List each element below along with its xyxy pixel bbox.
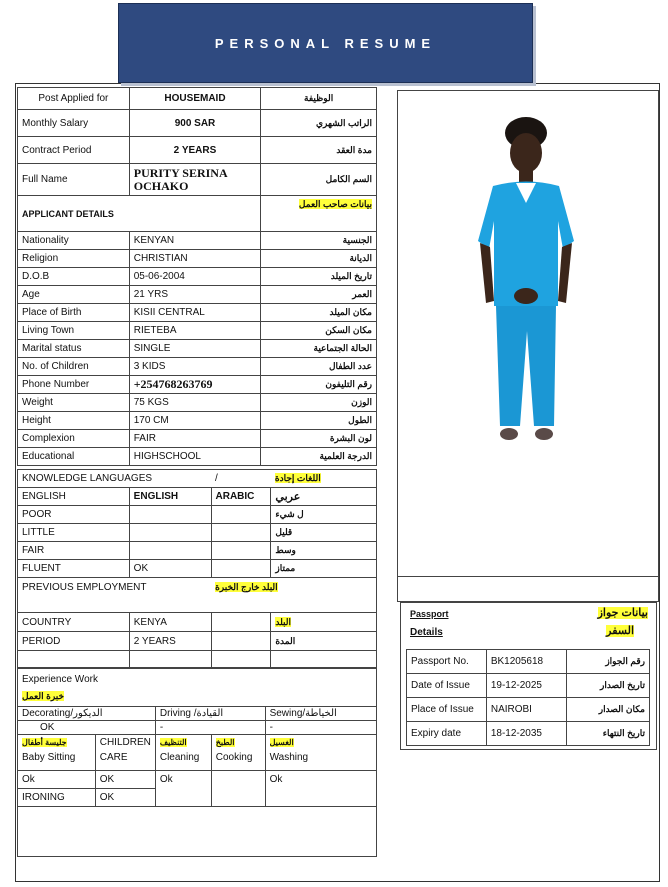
detail-value: 75 KGS — [129, 394, 261, 412]
skills1-labels — [18, 707, 377, 721]
detail-row — [18, 394, 377, 412]
detail-value: FAIR — [129, 430, 261, 448]
detail-label-ar: الدرجة العلمية — [261, 448, 377, 466]
row-salary — [18, 110, 377, 137]
passport-label-ar-2: السفر — [606, 625, 634, 637]
skill-cleaning-value: Ok — [155, 771, 211, 807]
passport-field-value: 19-12-2025 — [486, 674, 566, 698]
fullname-label-ar: السم الكامل — [261, 164, 377, 196]
passport-field-label-ar: تاريخ الصدار — [566, 674, 650, 698]
post-label: Post Applied for — [18, 88, 130, 110]
detail-row — [18, 232, 377, 250]
detail-label: Nationality — [18, 232, 130, 250]
detail-row — [18, 376, 377, 394]
passport-field-label: Passport No. — [407, 650, 487, 674]
row-applicant — [18, 196, 377, 232]
exp-header — [18, 669, 377, 707]
detail-value: +254768263769 — [129, 376, 261, 394]
passport-field-label: Expiry date — [407, 722, 487, 746]
ironing-label: IRONING — [18, 789, 96, 807]
period-label: PERIOD — [18, 632, 130, 651]
passport-field-value: BK1205618 — [486, 650, 566, 674]
lang-col-1: ENGLISH — [18, 488, 130, 506]
language-english-value — [129, 506, 211, 524]
post-value: HOUSEMAID — [129, 88, 261, 110]
detail-label-ar: تاريخ الميلد — [261, 268, 377, 286]
photo-caption-box — [397, 575, 659, 602]
detail-label-ar: الحالة الجتماعية — [261, 340, 377, 358]
skills2-labels — [18, 735, 377, 771]
detail-label: Living Town — [18, 322, 130, 340]
passport-row — [407, 674, 650, 698]
language-level: LITTLE — [18, 524, 130, 542]
detail-label-ar: عدد الطفال — [261, 358, 377, 376]
page-title: PERSONAL RESUME — [214, 35, 437, 51]
language-english-value — [129, 524, 211, 542]
candidate-photo — [398, 91, 658, 576]
row-country — [18, 613, 377, 632]
language-row — [18, 542, 377, 560]
detail-value: SINGLE — [129, 340, 261, 358]
row-period — [18, 632, 377, 651]
skill-childcare-label: CHILDREN CARE — [95, 735, 155, 771]
skill-childcare-value: OK — [95, 771, 155, 789]
passport-field-value: 18-12-2035 — [486, 722, 566, 746]
period-value: 2 YEARS — [129, 632, 211, 651]
detail-label: Place of Birth — [18, 304, 130, 322]
photo-box — [397, 90, 659, 577]
skill-babysitting-label: Baby Sitting — [22, 752, 76, 763]
language-level-ar: وسط — [271, 542, 377, 560]
skill-washing-label-ar: الغسيل — [269, 738, 294, 747]
detail-row — [18, 358, 377, 376]
contract-label-ar: مدة العقد — [261, 137, 377, 164]
passport-field-label-ar: مكان الصدار — [566, 698, 650, 722]
experience-table — [17, 668, 377, 857]
detail-row — [18, 250, 377, 268]
detail-value: CHRISTIAN — [129, 250, 261, 268]
salary-label-ar: الراتب الشهري — [261, 110, 377, 137]
detail-value: HIGHSCHOOL — [129, 448, 261, 466]
lang-col-4: عربي — [271, 488, 377, 506]
language-row — [18, 524, 377, 542]
detail-label: Weight — [18, 394, 130, 412]
language-arabic-value — [211, 542, 271, 560]
languages-label-ar: اللغات إجادة — [274, 473, 321, 483]
passport-box — [400, 602, 657, 750]
prev-label: PREVIOUS EMPLOYMENT — [18, 578, 212, 613]
contract-value: 2 YEARS — [129, 137, 261, 164]
passport-field-label: Date of Issue — [407, 674, 487, 698]
country-value: KENYA — [129, 613, 211, 632]
languages-sep: / — [215, 473, 218, 484]
skill-sewing-value: - — [265, 721, 376, 735]
fullname-value: PURITY SERINA OCHAKO — [129, 164, 261, 196]
previous-employment-table — [17, 577, 377, 668]
skill-washing-label: Washing — [269, 752, 309, 763]
applicant-label: APPLICANT DETAILS — [18, 196, 261, 232]
row-blank — [18, 807, 377, 857]
detail-row — [18, 340, 377, 358]
detail-label: Height — [18, 412, 130, 430]
prev-label-ar: البلد خارج الخبرة — [215, 582, 278, 592]
details-table — [17, 231, 377, 466]
skills1-values — [18, 721, 377, 735]
skills2-values — [18, 771, 377, 789]
skill-babysitting-value: Ok — [18, 771, 96, 789]
detail-label-ar: مكان الميلد — [261, 304, 377, 322]
language-level: POOR — [18, 506, 130, 524]
detail-label-ar: الديانة — [261, 250, 377, 268]
row-post — [18, 88, 377, 110]
detail-value: 3 KIDS — [129, 358, 261, 376]
detail-value: 21 YRS — [129, 286, 261, 304]
lang-col-2: ENGLISH — [129, 488, 211, 506]
detail-label-ar: لون البشرة — [261, 430, 377, 448]
salary-label: Monthly Salary — [18, 110, 130, 137]
detail-row — [18, 448, 377, 466]
passport-field-label-ar: رقم الجواز — [566, 650, 650, 674]
skill-cleaning-label: Cleaning — [159, 752, 200, 763]
detail-label: Marital status — [18, 340, 130, 358]
detail-label: Educational — [18, 448, 130, 466]
detail-label-ar: الجنسية — [261, 232, 377, 250]
passport-field-value: NAIROBI — [486, 698, 566, 722]
prev-header — [18, 578, 377, 613]
detail-value: RIETEBA — [129, 322, 261, 340]
language-level: FAIR — [18, 542, 130, 560]
applicant-label-ar: بيانات صاحب العمل — [298, 199, 372, 209]
language-level-ar: قليل — [271, 524, 377, 542]
detail-label-ar: العمر — [261, 286, 377, 304]
skill-cooking-label: Cooking — [215, 752, 253, 763]
country-label: COUNTRY — [18, 613, 130, 632]
passport-field-label-ar: تاريخ النتهاء — [566, 722, 650, 746]
skill-decorating-label: Decorating/الديكور — [18, 707, 156, 721]
row-contract — [18, 137, 377, 164]
detail-label: Age — [18, 286, 130, 304]
language-arabic-value — [211, 524, 271, 542]
detail-value: KISII CENTRAL — [129, 304, 261, 322]
detail-label: D.O.B — [18, 268, 130, 286]
language-english-value: OK — [129, 560, 211, 578]
skill-decorating-value: OK — [18, 721, 156, 735]
passport-field-label: Place of Issue — [407, 698, 487, 722]
language-level-ar: ممتاز — [271, 560, 377, 578]
row-empty — [18, 651, 377, 668]
skill-babysitting-label-ar: جليسة أطفال — [22, 738, 67, 747]
passport-table — [406, 649, 650, 746]
lang-col-3: ARABIC — [211, 488, 271, 506]
detail-label: Religion — [18, 250, 130, 268]
detail-label-ar: الطول — [261, 412, 377, 430]
top-table — [17, 87, 377, 232]
detail-label: Complexion — [18, 430, 130, 448]
language-row — [18, 560, 377, 578]
skill-cooking-label-ar: الطبخ — [215, 738, 235, 747]
row-fullname — [18, 164, 377, 196]
passport-row — [407, 650, 650, 674]
ironing-value: OK — [95, 789, 155, 807]
skill-driving-label: Driving /القيادة — [155, 707, 265, 721]
detail-row — [18, 412, 377, 430]
post-label-ar: الوظيفة — [261, 88, 377, 110]
skill-washing-value: Ok — [265, 771, 376, 807]
contract-label: Contract Period — [18, 137, 130, 164]
detail-value: KENYAN — [129, 232, 261, 250]
language-level-ar: ل شيء — [271, 506, 377, 524]
languages-table — [17, 469, 377, 578]
exp-label: Experience Work — [22, 674, 98, 685]
language-arabic-value — [211, 506, 271, 524]
language-row — [18, 506, 377, 524]
detail-row — [18, 268, 377, 286]
detail-row — [18, 304, 377, 322]
detail-value: 170 CM — [129, 412, 261, 430]
passport-row — [407, 722, 650, 746]
skill-cleaning-label-ar: التنظيف — [159, 738, 187, 747]
fullname-label: Full Name — [18, 164, 130, 196]
detail-label-ar: رقم التليفون — [261, 376, 377, 394]
skill-driving-value: - — [155, 721, 265, 735]
detail-value: 05-06-2004 — [129, 268, 261, 286]
language-level: FLUENT — [18, 560, 130, 578]
period-label-ar: المدة — [271, 632, 377, 651]
salary-value: 900 SAR — [129, 110, 261, 137]
languages-header — [18, 470, 377, 488]
passport-label-ar-1: بيانات جواز — [597, 607, 648, 619]
language-english-value — [129, 542, 211, 560]
detail-row — [18, 430, 377, 448]
country-label-ar: البلد — [275, 616, 292, 627]
language-arabic-value — [211, 560, 271, 578]
languages-label: KNOWLEDGE LANGUAGES — [18, 470, 212, 488]
title-banner — [118, 3, 533, 83]
passport-label-2: Details — [410, 627, 443, 638]
exp-label-ar: خبرة العمل — [22, 691, 65, 701]
skill-sewing-label: Sewing/الخياطة — [265, 707, 376, 721]
detail-label: No. of Children — [18, 358, 130, 376]
skill-cooking-value — [211, 771, 265, 807]
detail-label-ar: الوزن — [261, 394, 377, 412]
detail-row — [18, 286, 377, 304]
passport-label-1: Passport — [410, 609, 449, 619]
detail-label: Phone Number — [18, 376, 130, 394]
passport-row — [407, 698, 650, 722]
languages-cols — [18, 488, 377, 506]
detail-row — [18, 322, 377, 340]
detail-label-ar: مكان السكن — [261, 322, 377, 340]
